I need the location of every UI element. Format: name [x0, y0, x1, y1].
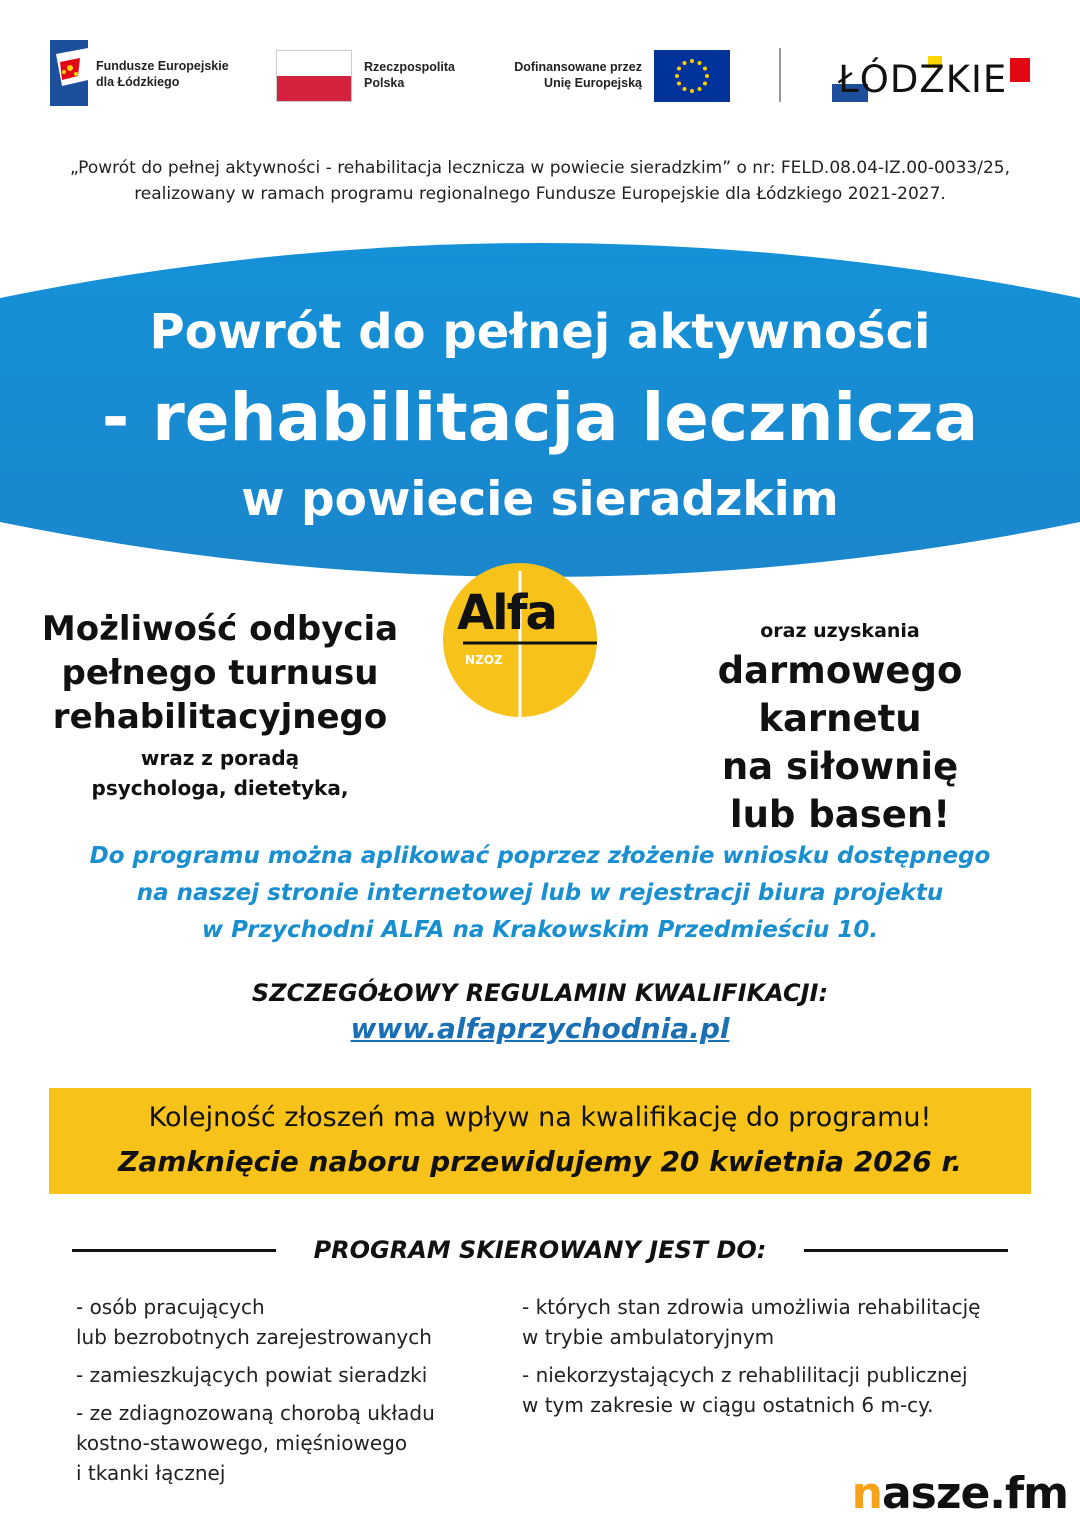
apply-line3: w Przychodni ALFA na Krakowskim Przedmieściu 10.: [201, 917, 879, 943]
regulations: [0, 975, 1080, 1048]
apply-info: [0, 838, 1080, 949]
eu-logo-line1: Dofinansowane przez: [514, 60, 642, 74]
funds-logo-line1: Fundusze Europejskie: [96, 59, 229, 73]
nasze-fm-watermark: [852, 1468, 1068, 1519]
regulations-link[interactable]: www.alfaprzychodnia.pl: [350, 1012, 730, 1045]
notice-box: [49, 1088, 1031, 1194]
right-offer: [630, 618, 1050, 839]
left-offer-line1: Możliwość odbycia: [41, 609, 399, 649]
left-offer: [30, 607, 410, 803]
eu-logo: [490, 50, 730, 102]
hero-title-line1: Powrót do pełnej aktywności: [149, 304, 931, 360]
list-item: - których stan zdrowia umożliwia rehabilitację w trybie ambulatoryjnym: [522, 1295, 981, 1349]
eu-logo-line2: Unię Europejską: [544, 76, 642, 90]
right-offer-line3: na siłownię: [721, 745, 959, 788]
program-list-right: [522, 1292, 1042, 1428]
poland-logo: [276, 50, 476, 102]
region-logo: [832, 56, 1032, 102]
right-offer-line2: darmowego karnetu: [717, 649, 963, 740]
watermark-prefix: n: [851, 1468, 882, 1519]
program-title: PROGRAM SKIEROWANY JEST DO:: [313, 1236, 767, 1264]
notice-line1: Kolejność złoszeń ma wpływ na kwalifikację do programu!: [148, 1102, 932, 1133]
funds-logo: [50, 40, 250, 106]
program-list-left: [76, 1292, 506, 1496]
funds-logo-line2: dla Łódzkiego: [96, 75, 180, 89]
alfa-logo: [443, 563, 597, 717]
poland-flag-icon: [276, 50, 352, 102]
alfa-logo-name: Alfa: [457, 585, 556, 641]
left-offer-line5: psychologa, dietetyka,: [91, 776, 349, 800]
regulations-label: SZCZEGÓŁOWY REGULAMIN KWALIFIKACJI:: [251, 979, 829, 1007]
notice-line2: Zamknięcie naboru przewidujemy 20 kwietnia 2026 r.: [118, 1145, 962, 1178]
left-offer-line4: wraz z poradą: [140, 746, 300, 770]
list-item: - ze zdiagnozowaną chorobą układu kostno-stawowego, mięśniowego i tkanki łącznej: [76, 1401, 435, 1485]
left-offer-line2: pełnego turnusu: [61, 653, 379, 693]
reference-line2: realizowany w ramach programu regionalnego Fundusze Europejskie dla Łódzkiego 2021-2027.: [134, 184, 946, 204]
hero-title-line3: w powiecie sieradzkim: [241, 472, 839, 527]
hero-title-line2: - rehabilitacja lecznicza: [101, 379, 979, 456]
reference-line1: „Powrót do pełnej aktywności - rehabilitacja lecznicza w powiecie sieradzkim” o nr: FELD.08.04-IZ.00-0033/25,: [69, 158, 1010, 178]
project-reference: [0, 155, 1080, 207]
region-logo-text: ŁÓDZKIE: [838, 58, 1008, 101]
header-divider: [779, 48, 781, 102]
right-offer-line1: oraz uzyskania: [760, 620, 920, 642]
region-logo-red-square-icon: [1010, 58, 1030, 82]
list-item: - niekorzystających z rehablilitacji publicznej w tym zakresie w ciągu ostatnich 6 m-cy.: [522, 1363, 968, 1417]
poland-logo-line1: Rzeczpospolita: [364, 60, 455, 74]
poland-logo-line2: Polska: [364, 76, 405, 90]
apply-line2: na naszej stronie internetowej lub w rejestracji biura projektu: [136, 880, 944, 906]
funds-logo-icon: [50, 40, 88, 106]
alfa-logo-subtitle: NZOZ: [465, 653, 503, 667]
right-offer-line4: lub basen!: [729, 793, 951, 836]
watermark-text: asze.fm: [881, 1468, 1068, 1519]
list-item: - zamieszkujących powiat sieradzki: [76, 1363, 428, 1387]
eu-flag-icon: [654, 50, 730, 102]
apply-line1: Do programu można aplikować poprzez złożenie wniosku dostępnego: [89, 843, 991, 869]
left-offer-line3: rehabilitacyjnego: [52, 697, 388, 737]
list-item: - osób pracujących lub bezrobotnych zarejestrowanych: [76, 1295, 432, 1349]
